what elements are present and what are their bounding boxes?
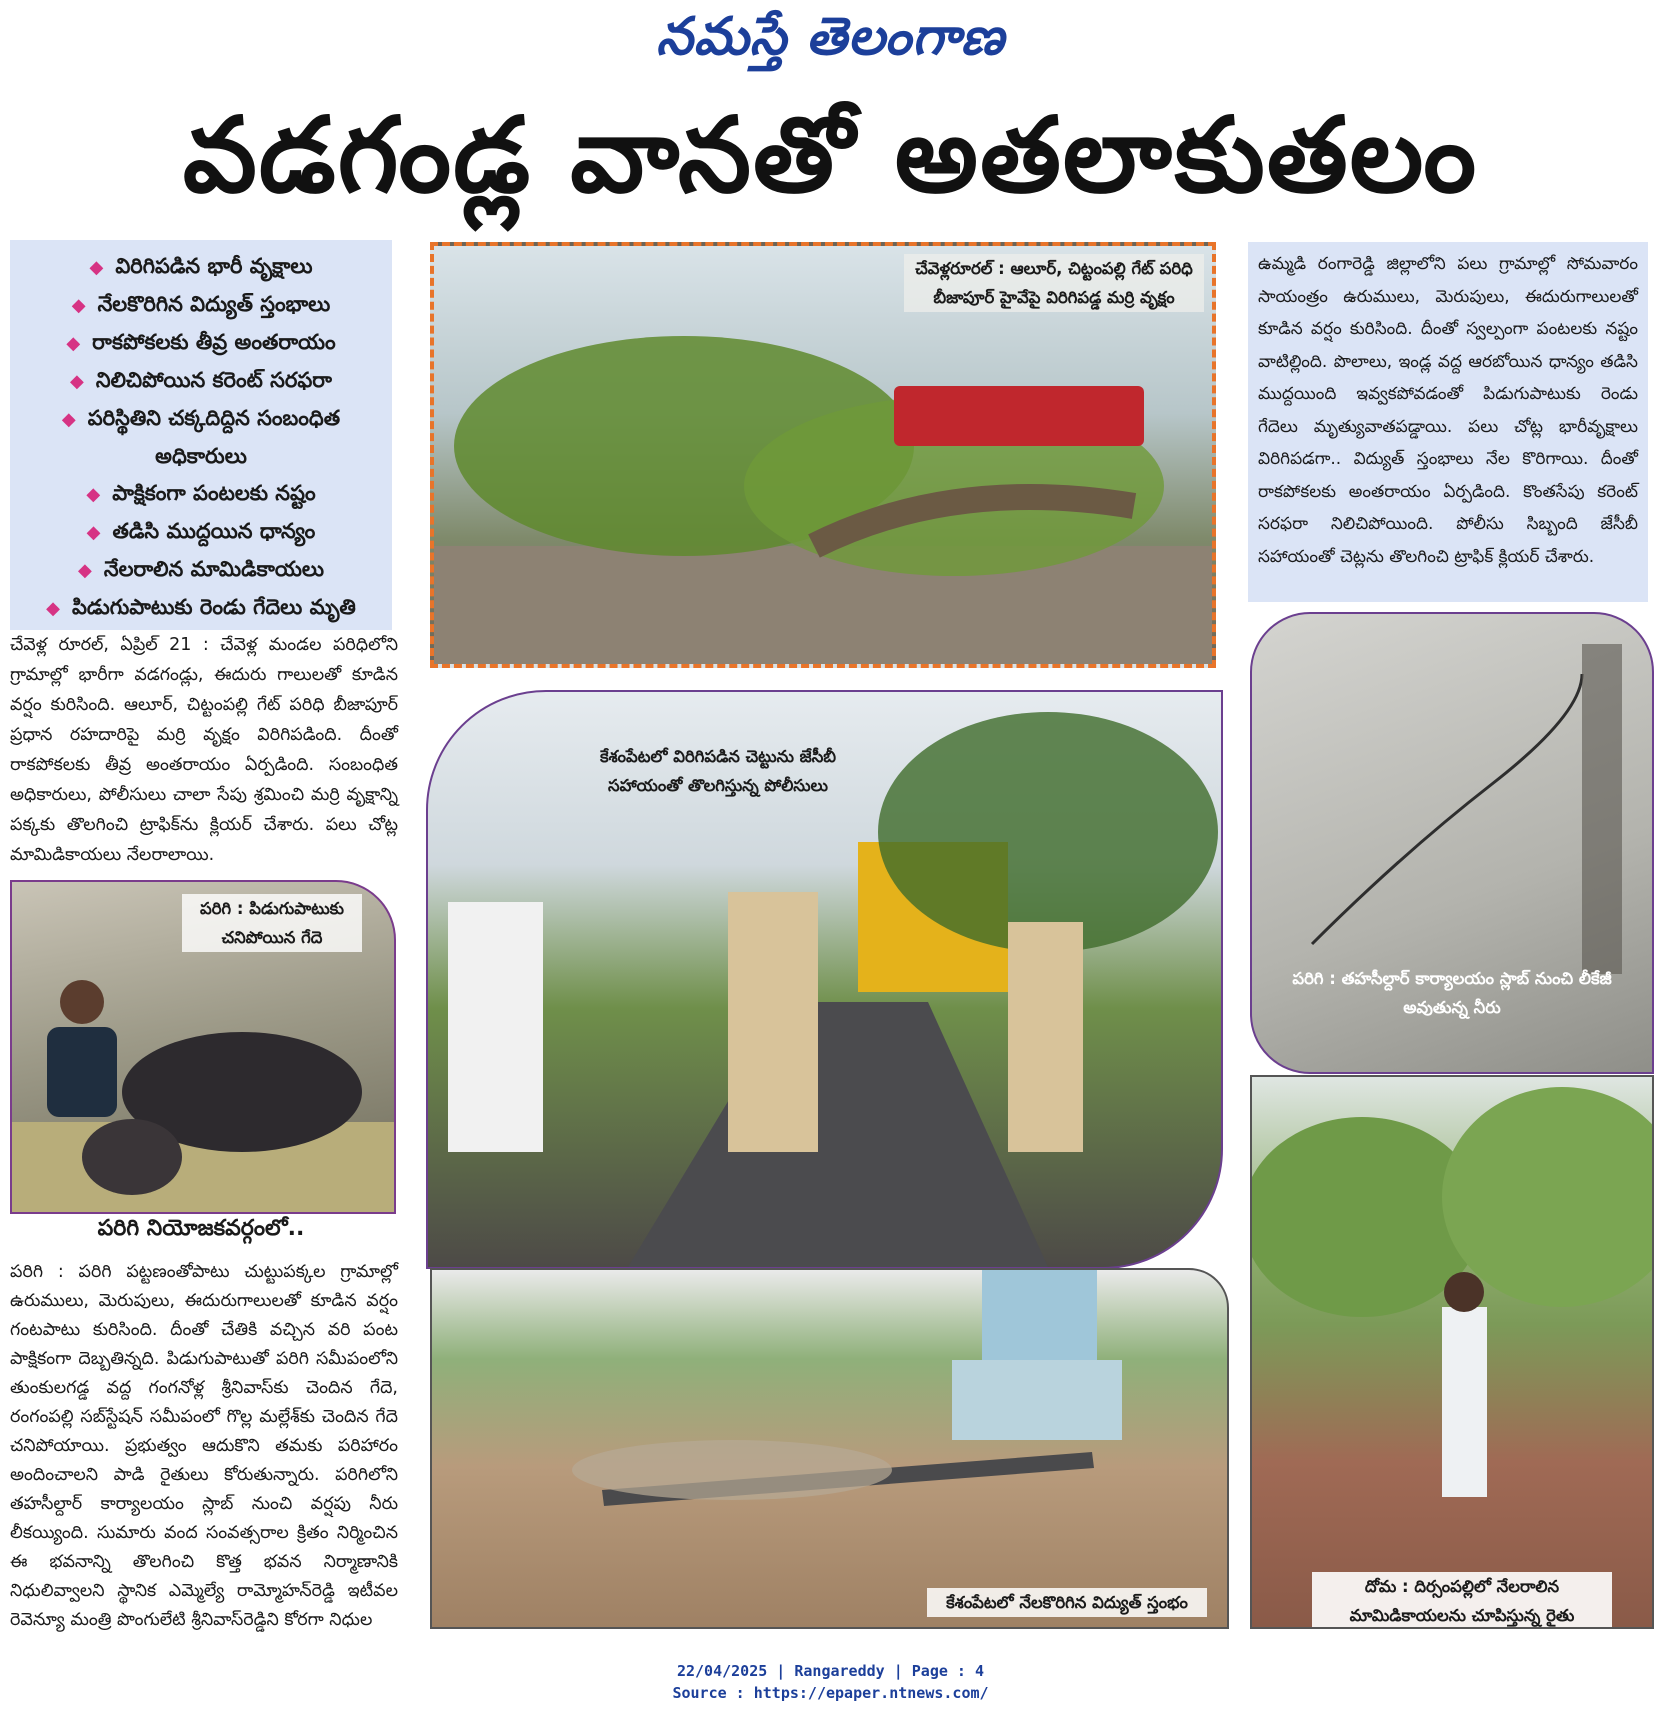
- headline: వడగండ్ల వానతో అతలాకుతలం: [182, 94, 1479, 216]
- pole-photo: [430, 1268, 1229, 1629]
- electric-pole-illustration: [432, 1270, 1227, 1627]
- highlight-text: పాక్షికంగా పంటలకు నష్టం: [112, 481, 316, 505]
- diamond-bullet-icon: ◆: [66, 333, 81, 354]
- diamond-bullet-icon: ◆: [86, 484, 101, 505]
- highlight-item: [20, 589, 382, 627]
- highlight-item: [20, 324, 382, 362]
- highlight-item: [20, 248, 382, 286]
- highlight-text: నేలకొరిగిన విద్యుత్ స్తంభాలు: [97, 292, 331, 316]
- diamond-bullet-icon: ◆: [61, 409, 76, 430]
- highlight-item: [20, 286, 382, 324]
- mango-caption: దోమ : దిర్సంపల్లిలో నేలరాలిన మామిడికాయలను చూపిస్తున్న రైతు: [1312, 1572, 1612, 1629]
- diamond-bullet-icon: ◆: [86, 522, 101, 543]
- pargi-subhead: పరిగి నియోజకవర్గంలో..: [97, 1216, 305, 1241]
- tree-photo: [430, 242, 1216, 668]
- police-photo: [426, 690, 1223, 1269]
- ceiling-photo: [1250, 612, 1654, 1074]
- masthead-logo: నమస్తే తెలంగాణ: [656, 6, 1005, 67]
- diamond-bullet-icon: ◆: [70, 371, 84, 392]
- right-story-box: [1248, 242, 1648, 602]
- highlight-item: [20, 551, 382, 589]
- footer-source-line: Source : https://epaper.ntnews.com/: [672, 1684, 989, 1702]
- footer: [0, 1660, 1661, 1704]
- highlight-text: నిలిచిపోయిన కరెంట్ సరఫరా: [95, 368, 332, 392]
- ceiling-caption: పరిగి : తహసీల్దార్ కార్యాలయం స్లాబ్ నుంచి లీకేజీ అవుతున్న నీరు: [1292, 969, 1612, 1017]
- mango-photo: [1250, 1075, 1654, 1629]
- tree-caption: చేవెళ్లరూరల్ : ఆలూర్, చిట్టంపల్లి గేట్ పరిధి బీజాపూర్ హైవేపై విరిగిపడ్డ మర్రి వృక్షం: [904, 254, 1204, 312]
- highlight-text: విరిగిపడిన భారీ వృక్షాలు: [115, 254, 313, 278]
- highlight-item: [20, 475, 382, 513]
- buffalo-caption: పరిగి : పిడుగుపాటుకు చనిపోయిన గేదె: [182, 894, 362, 952]
- highlight-item: [20, 362, 382, 400]
- diamond-bullet-icon: ◆: [89, 257, 104, 278]
- main-story: చేవెళ్ల రూరల్, ఏప్రిల్ 21 : చేవెళ్ల మండల పరిధిలోని గ్రామాల్లో భారీగా వడగండ్లు, ఈదురు గాలులతో కూడిన వర్షం కురిసింది. ఆలూర్, చిట్టంపల్లి గేట్ పరిధి బీజాపూర్ ప్రధాన రహదారిపై మర్రి వృక్షం విరిగిపడింది. దీంతో రాకపోకలకు తీవ్ర అంతరాయం ఏర్పడింది. సంబంధిత అధికారులు, పోలీసులు చాలా సేపు శ్రమించి మర్రి వృక్షాన్ని పక్కకు తొలగించి ట్రాఫిక్‌ను క్లియర్ చేశారు. పలు చోట్ల మామిడికాయలు నేలరాలాయి.: [10, 635, 398, 865]
- highlight-text: నేలరాలిన మామిడికాయలు: [103, 557, 325, 581]
- buffalo-photo: [10, 880, 396, 1214]
- diamond-bullet-icon: ◆: [46, 598, 60, 619]
- highlight-text: తడిసి ముద్దయిన ధాన్యం: [112, 519, 316, 543]
- highlight-item: [20, 400, 382, 475]
- footer-date-line: 22/04/2025 | Rangareddy | Page : 4: [676, 1662, 985, 1680]
- highlight-text: పరిస్థితిని చక్కదిద్దిన సంబంధిత అధికారులు: [87, 406, 341, 468]
- highlight-text: పిడుగుపాటుకు రెండు గేదెలు మృతి: [71, 595, 356, 619]
- right-story: ఉమ్మడి రంగారెడ్డి జిల్లాలోని పలు గ్రామాల్లో సోమవారం సాయంత్రం ఉరుములు, మెరుపులు, ఈదురుగాలులతో కూడిన వర్షం కురిసింది. దీంతో స్వల్పంగా పంటలకు నష్టం వాటిల్లింది. పొలాలు, ఇండ్ల వద్ద ఆరబోయిన ధాన్యం తడిసి ముద్దయింది ఇవ్వకపోవడంతో పిడుగుపాటుకు రెండు గేదెలు మృత్యువాతపడ్డాయి. పలు చోట్ల భారీవృక్షాలు విరిగిపడగా.. విద్యుత్ స్తంభాలు నేల కొరిగాయి. దీంతో రాకపోకలకు అంతరాయం ఏర్పడింది. కొంతసేపు కరెంట్ సరఫరా నిలిచిపోయింది. పోలీసు సిబ్బంది జేసీబీ సహాయంతో చెట్లను తొలగించి ట్రాఫిక్ క్లియర్ చేశారు.: [1258, 254, 1638, 567]
- pole-caption: కేశంపేటలో నేలకొరిగిన విద్యుత్ స్తంభం: [927, 1588, 1207, 1617]
- highlight-text: రాకపోకలకు తీవ్ర అంతరాయం: [92, 330, 336, 354]
- police-caption: కేశంపేటలో విరిగిపడిన చెట్టును జేసీబీ సహాయంతో తొలగిస్తున్న పోలీసులు: [599, 747, 837, 795]
- highlights-box: [10, 240, 392, 630]
- pargi-story: పరిగి : పరిగి పట్టణంతోపాటు చుట్టుపక్కల గ్రామాల్లో ఉరుములు, మెరుపులు, ఈదురుగాలులతో కూడిన వర్షం గంటపాటు కురిసింది. దీంతో చేతికి వచ్చిన వరి పంట పాక్షికంగా దెబ్బతిన్నది. పిడుగుపాటుతో పరిగి సమీపంలోని తుంకులగడ్డ వద్ద గంగనోళ్ల శ్రీనివాస్‌కు చెందిన గేదె, రంగంపల్లి సబ్‌స్టేషన్ సమీపంలో గొల్ల మల్లేశ్‌కు చెందిన గేదె చనిపోయాయి. ప్రభుత్వం ఆదుకొని తమకు పరిహారం అందించాలని పాడి రైతులు కోరుతున్నారు. పరిగిలోని తహసీల్దార్ కార్యాలయం స్లాబ్ నుంచి వర్షపు నీరు లీకయ్యింది. సుమారు వంద సంవత్సరాల క్రితం నిర్మించిన ఈ భవనాన్ని తొలగించి కొత్త భవన నిర్మాణానికి నిధులివ్వాలని స్థానిక ఎమ్మెల్యే రామ్మోహన్‌రెడ్డి ఇటీవల రెవెన్యూ మంత్రి పొంగులేటి శ్రీనివాస్‌రెడ్డిని కోరగా నిధుల: [10, 1262, 398, 1630]
- mango-orchard-illustration: [1252, 1077, 1652, 1627]
- diamond-bullet-icon: ◆: [71, 295, 86, 316]
- highlights-list: [10, 240, 392, 635]
- highlight-item: [20, 513, 382, 551]
- diamond-bullet-icon: ◆: [77, 560, 92, 581]
